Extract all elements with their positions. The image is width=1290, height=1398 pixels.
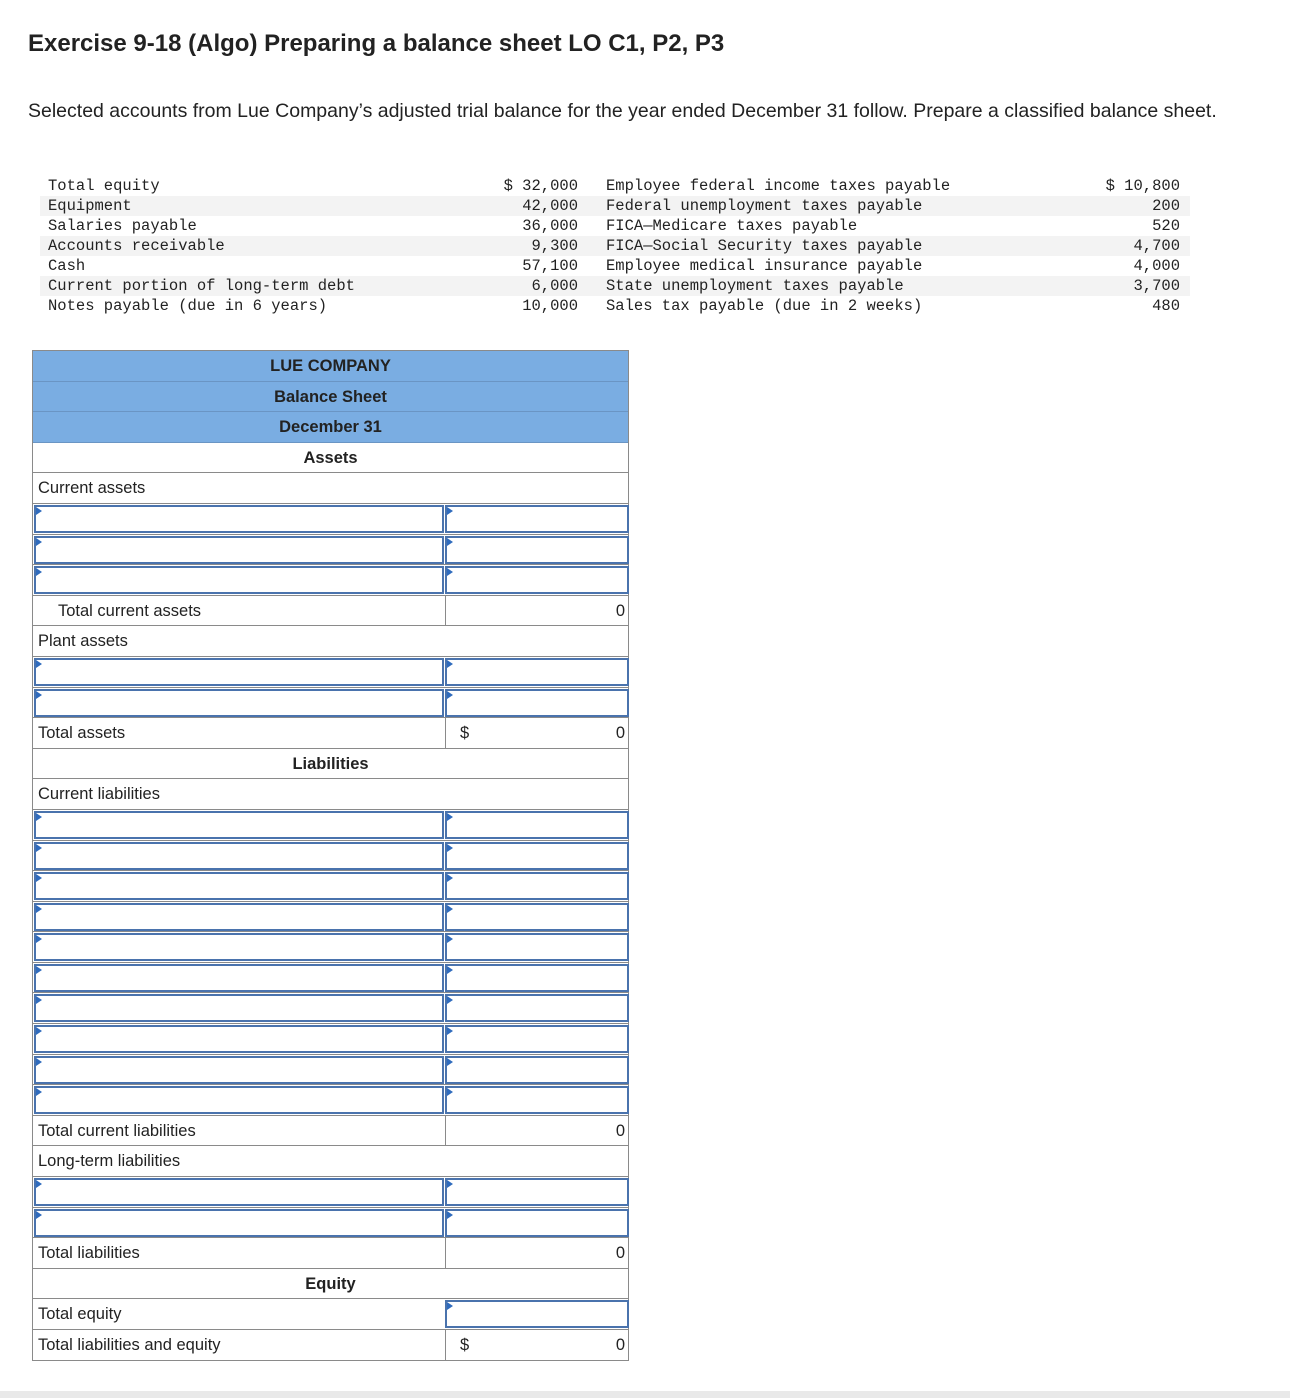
account-dropdown[interactable]	[34, 536, 444, 564]
total-current-liabilities-label: Total current liabilities	[38, 1121, 196, 1140]
dropdown-marker-icon	[447, 996, 453, 1004]
total-liabilities-value: 0	[615, 1244, 625, 1263]
table-row	[40, 216, 1190, 236]
amount-input[interactable]	[445, 994, 629, 1022]
input-row	[33, 932, 628, 963]
page-title: Exercise 9-18 (Algo) Preparing a balance sheet LO C1, P2, P3	[28, 30, 725, 57]
dropdown-marker-icon	[447, 874, 453, 882]
account-dropdown[interactable]	[34, 505, 444, 533]
total-current-liabilities-cell	[445, 1116, 629, 1146]
input-row	[33, 993, 628, 1024]
account-name: Employee federal income taxes payable	[606, 177, 951, 195]
dropdown-marker-icon	[447, 1302, 453, 1310]
account-amount: 42,000	[522, 197, 578, 215]
dropdown-marker-icon	[36, 1211, 42, 1219]
account-amount: 520	[1152, 217, 1180, 235]
amount-input[interactable]	[445, 1209, 629, 1237]
account-dropdown[interactable]	[34, 566, 444, 594]
plant-assets-row	[33, 626, 628, 657]
dropdown-marker-icon	[447, 538, 453, 546]
amount-input[interactable]	[445, 1178, 629, 1206]
account-name: State unemployment taxes payable	[606, 277, 904, 295]
dropdown-marker-icon	[36, 905, 42, 913]
currency-symbol: $	[460, 1336, 470, 1354]
dropdown-marker-icon	[447, 660, 453, 668]
dropdown-marker-icon	[36, 1027, 42, 1035]
current-liabilities-row	[33, 779, 628, 810]
dropdown-marker-icon	[36, 996, 42, 1004]
total-liabilities-cell	[445, 1238, 629, 1268]
amount-input[interactable]	[445, 658, 629, 686]
dropdown-marker-icon	[36, 813, 42, 821]
input-row	[33, 1085, 628, 1116]
dropdown-marker-icon	[447, 1088, 453, 1096]
trial-balance-table	[40, 176, 1190, 316]
total-equity-input[interactable]	[445, 1300, 629, 1328]
total-liabilities-row	[33, 1238, 628, 1269]
amount-input[interactable]	[445, 903, 629, 931]
amount-input[interactable]	[445, 842, 629, 870]
amount-input[interactable]	[445, 536, 629, 564]
total-current-liabilities-row	[33, 1116, 628, 1147]
amount-input[interactable]	[445, 689, 629, 717]
total-assets-label: Total assets	[38, 724, 126, 743]
dropdown-marker-icon	[36, 568, 42, 576]
dropdown-marker-icon	[36, 1088, 42, 1096]
account-name: FICA—Medicare taxes payable	[606, 217, 858, 235]
input-row	[33, 963, 628, 994]
input-row	[33, 688, 628, 719]
account-amount: 9,300	[531, 237, 578, 255]
total-assets-row	[33, 718, 628, 749]
current-liabilities-label: Current liabilities	[38, 785, 160, 804]
table-row	[40, 276, 1190, 296]
total-assets-cell	[445, 718, 629, 748]
account-dropdown[interactable]	[34, 1056, 444, 1084]
dropdown-marker-icon	[36, 1180, 42, 1188]
total-current-liabilities-value: 0	[615, 1121, 625, 1140]
input-row	[33, 1177, 628, 1208]
equity-heading: Equity	[33, 1269, 628, 1300]
total-equity-label: Total equity	[38, 1305, 122, 1324]
dropdown-marker-icon	[447, 507, 453, 515]
dropdown-marker-icon	[36, 844, 42, 852]
total-assets-value: 0	[615, 724, 625, 743]
input-row	[33, 504, 628, 535]
account-dropdown[interactable]	[34, 842, 444, 870]
page-bottom-divider	[0, 1391, 1290, 1398]
total-liabilities-equity-row	[33, 1330, 628, 1361]
account-amount: 200	[1152, 197, 1180, 215]
total-current-assets-cell	[445, 596, 629, 626]
plant-assets-label: Plant assets	[38, 632, 128, 651]
account-name: FICA—Social Security taxes payable	[606, 237, 923, 255]
dropdown-marker-icon	[447, 905, 453, 913]
dropdown-marker-icon	[36, 935, 42, 943]
account-dropdown[interactable]	[34, 964, 444, 992]
account-name: Employee medical insurance payable	[606, 257, 923, 275]
dropdown-marker-icon	[447, 844, 453, 852]
account-name: Federal unemployment taxes payable	[606, 197, 923, 215]
total-liabilities-label: Total liabilities	[38, 1244, 140, 1263]
dropdown-marker-icon	[36, 966, 42, 974]
account-amount: 480	[1152, 297, 1180, 315]
input-row	[33, 535, 628, 566]
account-name: Current portion of long-term debt	[48, 277, 355, 295]
account-name: Sales tax payable (due in 2 weeks)	[606, 297, 923, 315]
dropdown-marker-icon	[447, 813, 453, 821]
amount-input[interactable]	[445, 933, 629, 961]
input-row	[33, 565, 628, 596]
account-name: Salaries payable	[48, 217, 197, 235]
input-row	[33, 657, 628, 688]
account-dropdown[interactable]	[34, 1178, 444, 1206]
input-row	[33, 1024, 628, 1055]
dropdown-marker-icon	[447, 568, 453, 576]
account-dropdown[interactable]	[34, 1209, 444, 1237]
input-row	[33, 902, 628, 933]
amount-input[interactable]	[445, 872, 629, 900]
assets-heading: Assets	[33, 443, 628, 474]
account-amount: 36,000	[522, 217, 578, 235]
account-amount: $ 32,000	[503, 177, 578, 195]
amount-input[interactable]	[445, 566, 629, 594]
dropdown-marker-icon	[447, 691, 453, 699]
account-name: Cash	[48, 257, 86, 275]
account-dropdown[interactable]	[34, 903, 444, 931]
input-row	[33, 1208, 628, 1239]
amount-input[interactable]	[445, 1086, 629, 1114]
amount-input[interactable]	[445, 1056, 629, 1084]
liabilities-heading: Liabilities	[33, 749, 628, 780]
current-assets-label: Current assets	[38, 479, 146, 498]
total-liabilities-equity-label: Total liabilities and equity	[38, 1336, 221, 1354]
total-equity-row	[33, 1299, 628, 1330]
account-amount: 10,000	[522, 297, 578, 315]
total-liabilities-equity-value: 0	[615, 1336, 625, 1354]
long-term-liabilities-row	[33, 1146, 628, 1177]
account-dropdown[interactable]	[34, 811, 444, 839]
dropdown-marker-icon	[447, 935, 453, 943]
current-assets-row	[33, 473, 628, 504]
account-dropdown[interactable]	[34, 933, 444, 961]
dropdown-marker-icon	[36, 660, 42, 668]
table-row	[40, 236, 1190, 256]
account-dropdown[interactable]	[34, 872, 444, 900]
currency-symbol: $	[460, 724, 470, 743]
dropdown-marker-icon	[447, 1058, 453, 1066]
account-dropdown[interactable]	[34, 1025, 444, 1053]
account-dropdown[interactable]	[34, 994, 444, 1022]
account-name: Total equity	[48, 177, 160, 195]
input-row	[33, 810, 628, 841]
amount-input[interactable]	[445, 1025, 629, 1053]
amount-input[interactable]	[445, 505, 629, 533]
statement-title: Balance Sheet	[33, 382, 628, 413]
dropdown-marker-icon	[447, 1027, 453, 1035]
account-dropdown[interactable]	[34, 689, 444, 717]
company-name: LUE COMPANY	[33, 351, 628, 382]
account-amount: 57,100	[522, 257, 578, 275]
account-name: Equipment	[48, 197, 132, 215]
account-amount: $ 10,800	[1105, 177, 1180, 195]
dropdown-marker-icon	[447, 966, 453, 974]
dropdown-marker-icon	[447, 1180, 453, 1188]
table-row	[40, 296, 1190, 316]
balance-sheet-form	[32, 350, 629, 1361]
total-current-assets-value: 0	[615, 601, 625, 620]
account-amount: 4,000	[1133, 257, 1180, 275]
long-term-liabilities-label: Long-term liabilities	[38, 1152, 181, 1171]
total-current-assets-row	[33, 596, 628, 627]
account-name: Notes payable (due in 6 years)	[48, 297, 328, 315]
input-row	[33, 841, 628, 872]
account-name: Accounts receivable	[48, 237, 225, 255]
table-row	[40, 196, 1190, 216]
amount-input[interactable]	[445, 964, 629, 992]
dropdown-marker-icon	[36, 691, 42, 699]
dropdown-marker-icon	[36, 874, 42, 882]
table-row	[40, 176, 1190, 196]
table-row	[40, 256, 1190, 276]
account-amount: 3,700	[1133, 277, 1180, 295]
total-liabilities-equity-cell	[445, 1330, 629, 1360]
account-amount: 4,700	[1133, 237, 1180, 255]
input-row	[33, 1055, 628, 1086]
dropdown-marker-icon	[36, 538, 42, 546]
amount-input[interactable]	[445, 811, 629, 839]
dropdown-marker-icon	[36, 507, 42, 515]
dropdown-marker-icon	[36, 1058, 42, 1066]
dropdown-marker-icon	[447, 1211, 453, 1219]
total-current-assets-label: Total current assets	[58, 601, 202, 620]
account-dropdown[interactable]	[34, 1086, 444, 1114]
statement-date: December 31	[33, 412, 628, 443]
account-dropdown[interactable]	[34, 658, 444, 686]
input-row	[33, 871, 628, 902]
instructions: Selected accounts from Lue Company’s adjusted trial balance for the year ended December 31 follow. Prepare a classified balance sheet.	[28, 100, 1217, 122]
account-amount: 6,000	[531, 277, 578, 295]
